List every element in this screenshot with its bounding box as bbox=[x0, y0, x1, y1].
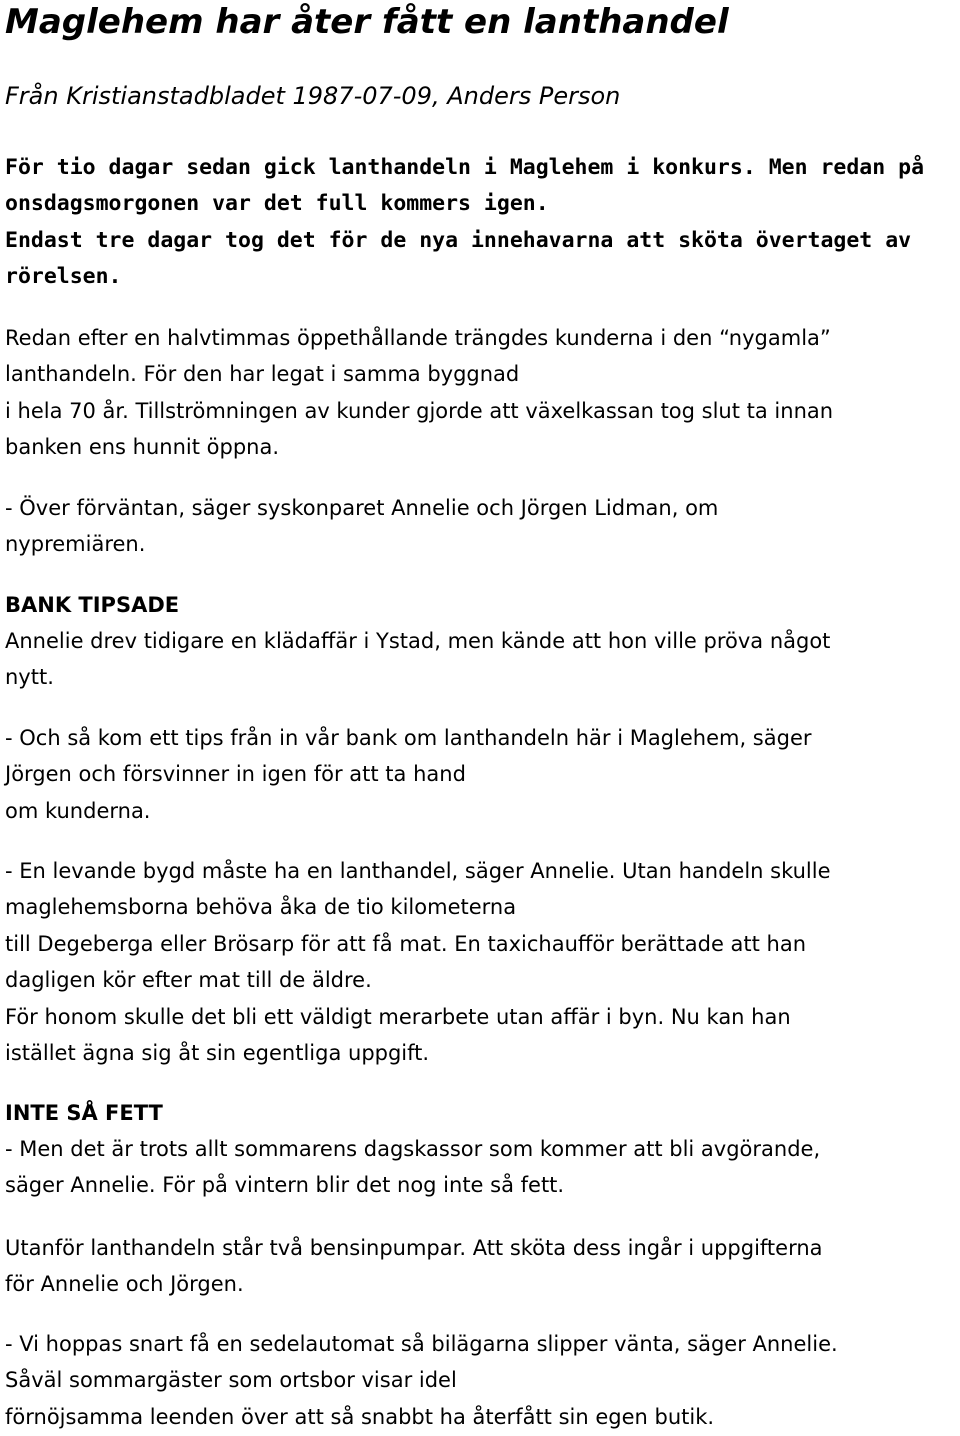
body-paragraph-2 bbox=[5, 490, 718, 563]
paragraph-line: istället ägna sig åt sin egentliga uppgift. bbox=[5, 1041, 430, 1066]
body-paragraph-7 bbox=[5, 1230, 823, 1303]
lead-line: För tio dagar sedan gick lanthandeln i Maglehem i konkurs. Men redan på bbox=[5, 155, 925, 180]
paragraph-line: lanthandeln. För den har legat i samma byggnad bbox=[5, 362, 520, 387]
body-paragraph-1 bbox=[5, 320, 833, 466]
paragraph-line: Såväl sommargäster som ortsbor visar idel bbox=[5, 1368, 457, 1393]
paragraph-line: - Men det är trots allt sommarens dagskassor som kommer att bli avgörande, bbox=[5, 1137, 821, 1161]
body-paragraph-3 bbox=[5, 623, 830, 696]
paragraph-line: Jörgen och försvinner in igen för att ta hand bbox=[5, 762, 466, 787]
body-paragraph-8 bbox=[5, 1326, 838, 1435]
lead-paragraph bbox=[5, 150, 924, 296]
section-heading-bank-tipsade: BANK TIPSADE bbox=[5, 593, 180, 617]
paragraph-line: till Degeberga eller Brösarp för att få mat. En taxichaufför berättade att han bbox=[5, 931, 807, 956]
paragraph-line: - Och så kom ett tips från in vår bank om lanthandeln här i Maglehem, säger bbox=[5, 726, 812, 750]
paragraph-line: nytt. bbox=[5, 665, 54, 690]
paragraph-line: Utanför lanthandeln står två bensinpumpar. Att sköta dess ingår i uppgifterna bbox=[5, 1236, 823, 1260]
article-byline: Från Kristianstadbladet 1987-07-09, Anders Person bbox=[5, 82, 621, 110]
paragraph-line: Annelie drev tidigare en klädaffär i Ystad, men kände att hon ville pröva något bbox=[5, 629, 831, 653]
paragraph-line: i hela 70 år. Tillströmningen av kunder gjorde att växelkassan tog slut ta innan bbox=[5, 398, 834, 423]
paragraph-line: om kunderna. bbox=[5, 798, 151, 823]
paragraph-line: dagligen kör efter mat till de äldre. bbox=[5, 968, 372, 993]
paragraph-line: förnöjsamma leenden över att så snabbt ha återfått sin egen butik. bbox=[5, 1404, 715, 1429]
paragraph-line: - Över förväntan, säger syskonparet Annelie och Jörgen Lidman, om bbox=[5, 496, 719, 520]
paragraph-line: - Vi hoppas snart få en sedelautomat så bilägarna slipper vänta, säger Annelie. bbox=[5, 1332, 838, 1356]
article-title: Maglehem har åter fått en lanthandel bbox=[5, 2, 729, 42]
section-heading-inte-sa-fett: INTE SÅ FETT bbox=[5, 1101, 163, 1125]
paragraph-line: - En levande bygd måste ha en lanthandel, säger Annelie. Utan handeln skulle bbox=[5, 859, 831, 883]
paragraph-line: maglehemsborna behöva åka de tio kilometerna bbox=[5, 895, 517, 920]
body-paragraph-5 bbox=[5, 853, 831, 1071]
lead-line: rörelsen. bbox=[5, 264, 122, 290]
paragraph-line: för Annelie och Jörgen. bbox=[5, 1272, 244, 1297]
lead-line: Endast tre dagar tog det för de nya innehavarna att sköta övertaget av bbox=[5, 227, 912, 253]
lead-line: onsdagsmorgonen var det full kommers igen. bbox=[5, 191, 549, 217]
paragraph-line: För honom skulle det bli ett väldigt merarbete utan affär i byn. Nu kan han bbox=[5, 1004, 791, 1029]
paragraph-line: säger Annelie. För på vintern blir det nog inte så fett. bbox=[5, 1173, 565, 1198]
body-paragraph-4 bbox=[5, 720, 812, 829]
paragraph-line: Redan efter en halvtimmas öppethållande trängdes kunderna i den “nygamla” bbox=[5, 326, 831, 350]
paragraph-line: nypremiären. bbox=[5, 532, 146, 557]
body-paragraph-6 bbox=[5, 1131, 820, 1204]
paragraph-line: banken ens hunnit öppna. bbox=[5, 435, 280, 460]
